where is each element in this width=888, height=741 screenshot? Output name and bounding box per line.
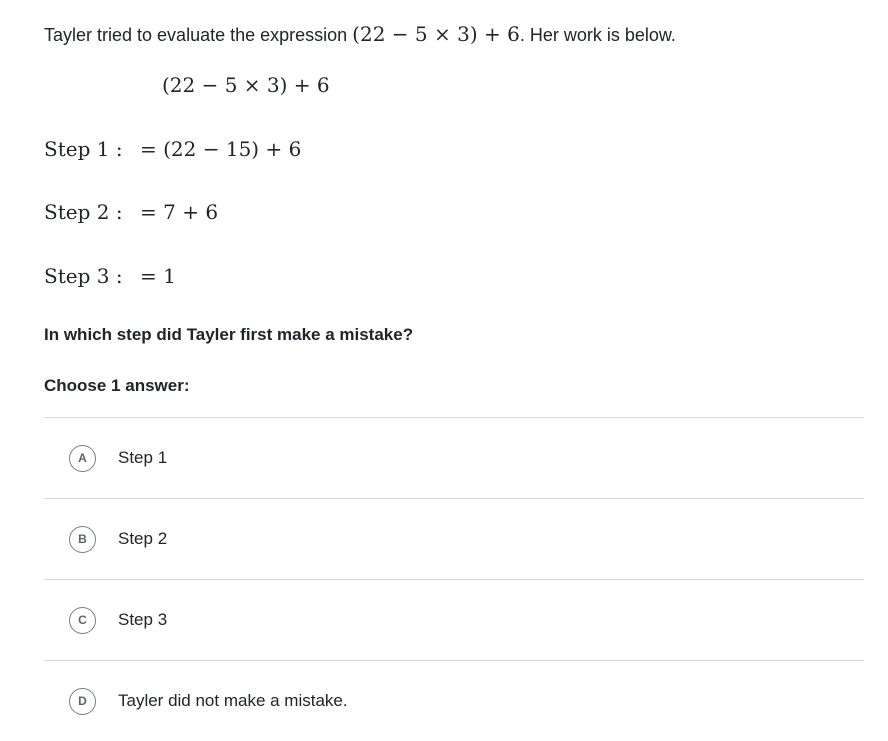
step-label: Step 1 : xyxy=(44,137,123,161)
intro-expression: (22 − 5 × 3) + 6 xyxy=(352,22,520,46)
step-value: = 7 + 6 xyxy=(140,200,219,224)
choice-text: Tayler did not make a mistake. xyxy=(118,691,348,710)
choice-letter-c-icon: C xyxy=(69,607,96,634)
choice-d[interactable] xyxy=(44,660,864,741)
choice-a[interactable] xyxy=(44,417,864,498)
step-value: = 1 xyxy=(140,264,176,288)
choice-letter-b-icon: B xyxy=(69,526,96,553)
step-label: Step 3 : xyxy=(44,264,123,288)
work-step-3 xyxy=(44,261,176,291)
step-label: Step 2 : xyxy=(44,200,123,224)
choice-letter-a-icon: A xyxy=(69,445,96,472)
choice-text: Step 2 xyxy=(118,529,168,548)
problem-intro xyxy=(44,20,676,49)
work-step-2 xyxy=(44,197,218,227)
choice-text: Step 3 xyxy=(118,610,168,629)
choice-c[interactable] xyxy=(44,579,864,660)
intro-text-after: . Her work is below. xyxy=(519,25,676,45)
choice-text: Step 1 xyxy=(118,448,168,467)
choose-label: Choose 1 answer: xyxy=(44,376,190,395)
choice-letter-d-icon: D xyxy=(69,688,96,715)
choice-b[interactable] xyxy=(44,498,864,579)
answer-choices xyxy=(44,417,864,741)
work-step-1 xyxy=(44,134,301,164)
intro-text-before: Tayler tried to evaluate the expression xyxy=(44,25,353,45)
work-expression: (22 − 5 × 3) + 6 xyxy=(162,73,330,97)
step-value: = (22 − 15) + 6 xyxy=(140,137,302,161)
question-text: In which step did Tayler first make a mistake? xyxy=(44,325,414,344)
